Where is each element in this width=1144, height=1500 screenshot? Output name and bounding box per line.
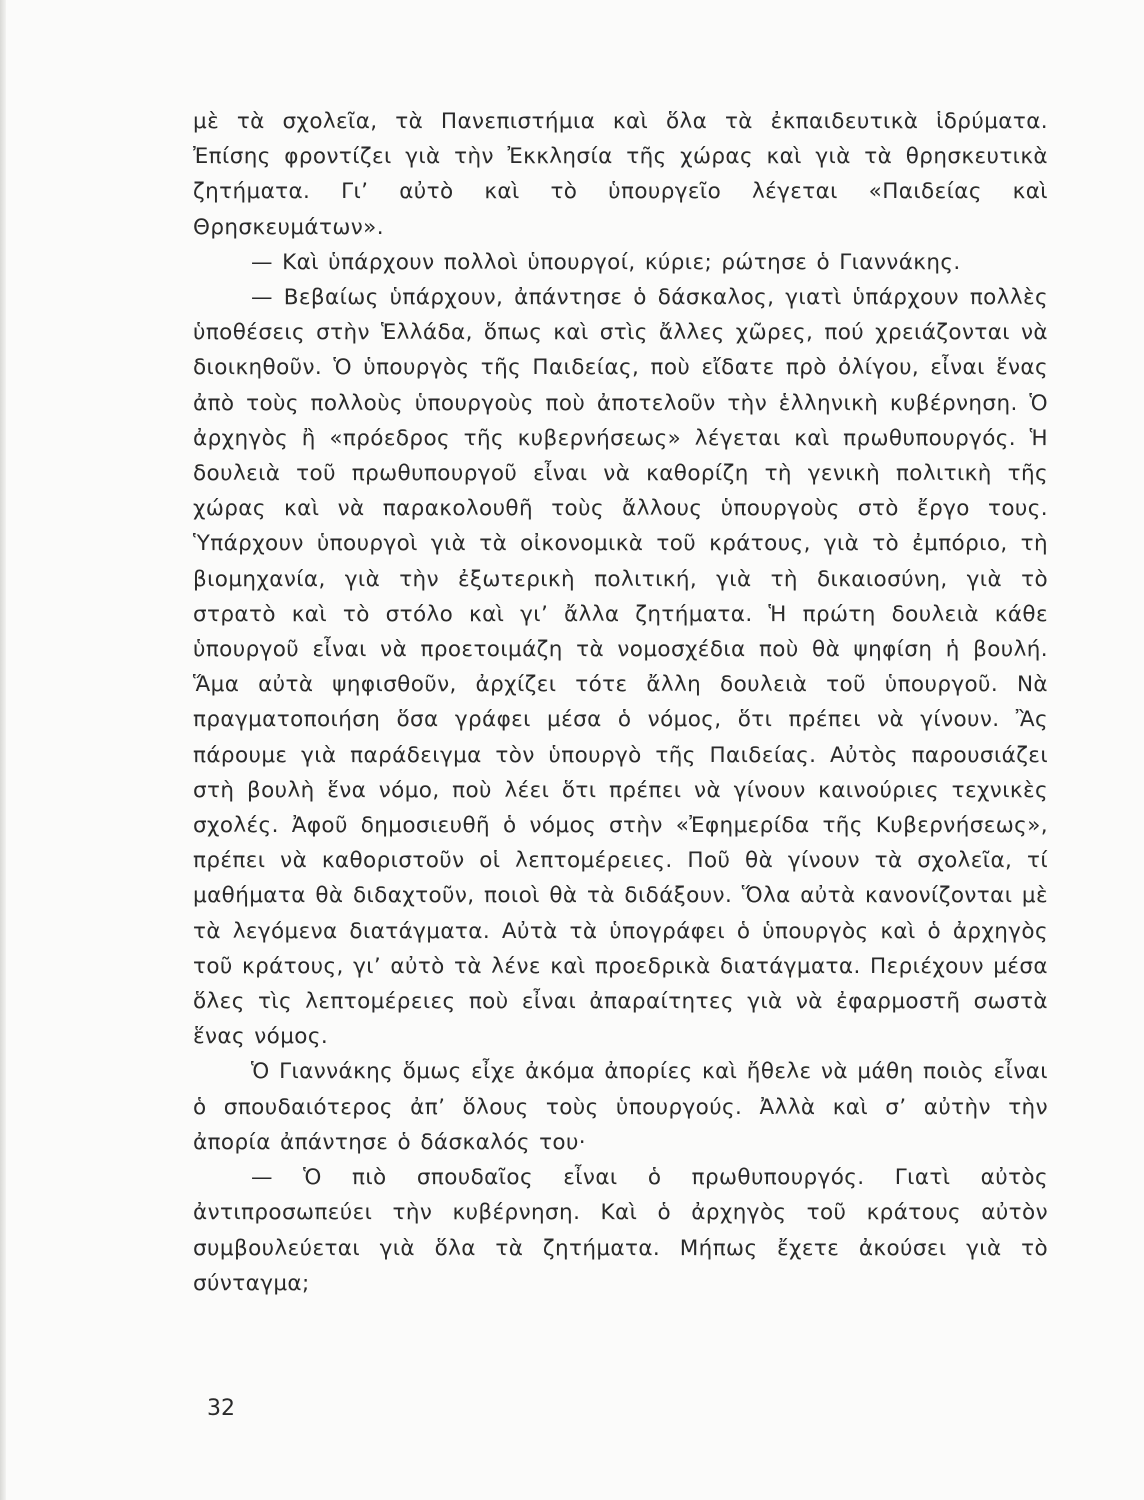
paragraph-2: — Καὶ ὑπάρχουν πολλοὶ ὑπουργοί, κύριε; ρώτησε ὁ Γιαννάκης. <box>251 249 961 275</box>
page-number: 32 <box>207 1396 235 1421</box>
body-text <box>193 104 1048 1301</box>
page-edge <box>0 0 6 1500</box>
paragraph-3: — Βεβαίως ὑπάρχουν, ἀπάντησε ὁ δάσκαλος, γιατὶ ὑπάρχουν πολλὲς ὑποθέσεις στὴν Ἑλλάδα, ὅπως καὶ στὶς ἄλλες χῶρες, πού χρειάζονται νὰ διοικηθοῦν. Ὁ ὑπουργὸς τῆς Παιδείας, ποὺ εἴδατε πρὸ ὀλίγου, εἶναι ἕνας ἀπὸ τοὺς πολλοὺς ὑπουργοὺς ποὺ ἀποτελοῦν τὴν ἑλληνικὴ κυβέρνηση. Ὁ ἀρχηγὸς ἢ «πρόεδρος τῆς κυβερνήσεως» λέγεται καὶ πρωθυπουργός. Ἡ δουλειὰ τοῦ πρωθυπουργοῦ εἶναι νὰ καθορίζη τὴ γενικὴ πολιτικὴ τῆς χώρας καὶ νὰ παρακολουθῆ τοὺς ἄλλους ὑπουργοὺς στὸ ἔργο τους. Ὑπάρχουν ὑπουργοὶ γιὰ τὰ οἰκονομικὰ τοῦ κράτους, γιὰ τὸ ἐμπόριο, τὴ βιομηχανία, γιὰ τὴν ἐξωτερικὴ πολιτική, γιὰ τὴ δικαιοσύνη, γιὰ τὸ στρατὸ καὶ τὸ στόλο καὶ γι’ ἄλλα ζητήματα. Ἡ πρώτη δουλειὰ κάθε ὑπουργοῦ εἶναι νὰ προετοιμάζη τὰ νομοσχέδια ποὺ θὰ ψηφίση ἡ βουλή. Ἅμα αὐτὰ ψηφισθοῦν, ἀρχίζει τότε ἄλλη δουλειὰ τοῦ ὑπουργοῦ. Νὰ πραγματοποιήση ὅσα γράφει μέσα ὁ νόμος, ὅτι πρέπει νὰ γίνουν. Ἂς πάρουμε γιὰ παράδειγμα τὸν ὑπουργὸ τῆς Παιδείας. Αὐτὸς παρουσιάζει στὴ βουλὴ ἕνα νόμο, ποὺ λέει ὅτι πρέπει νὰ γίνουν καινούριες τεχνικὲς σχολές. Ἀφοῦ δημοσιευθῆ ὁ νόμος στὴν «Ἐφημερίδα τῆς Κυβερνήσεως», πρέπει νὰ καθοριστοῦν οἱ λεπτομέρειες. Ποῦ θὰ γίνουν τὰ σχολεῖα, τί μαθήματα θὰ διδαχτοῦν, ποιοὶ θὰ τὰ διδάξουν. Ὅλα αὐτὰ κανονίζονται μὲ τὰ λεγόμενα διατάγματα. Αὐτὰ τὰ ὑπογράφει ὁ ὑπουργὸς καὶ ὁ ἀρχηγὸς τοῦ κράτους, γι’ αὐτὸ τὰ λένε καὶ προεδρικὰ διατάγματα. Περιέχουν μέσα ὅλες τὶς λεπτομέρειες ποὺ εἶναι ἀπαραίτητες γιὰ νὰ ἐφαρμοστῆ σωστὰ ἕνας νόμος. <box>193 285 1048 1050</box>
paragraph-5: — Ὁ πιὸ σπουδαῖος εἶναι ὁ πρωθυπουργός. Γιατὶ αὐτὸς ἀντιπροσωπεύει τὴν κυβέρνηση. Καὶ ὁ ἀρχηγὸς τοῦ κράτους αὐτὸν συμβουλεύεται γιὰ ὅλα τὰ ζητήματα. Μήπως ἔχετε ἀκούσει γιὰ τὸ σύνταγμα; <box>193 1165 1048 1296</box>
paragraph-4: Ὁ Γιαννάκης ὅμως εἶχε ἀκόμα ἀπορίες καὶ ἤθελε νὰ μάθη ποιὸς εἶναι ὁ σπουδαιότερος ἀπ’ ὅλους τοὺς ὑπουργούς. Ἀλλὰ καὶ σ’ αὐτὴν τὴν ἀπορία ἀπάντησε ὁ δάσκαλός του· <box>193 1059 1048 1155</box>
paragraph-1: μὲ τὰ σχολεῖα, τὰ Πανεπιστήμια καὶ ὅλα τὰ ἐκπαιδευτικὰ ἱδρύματα. Ἐπίσης φροντίζει γιὰ τὴν Ἐκκλησία τῆς χώρας καὶ γιὰ τὰ θρησκευτικὰ ζητήματα. Γι’ αὐτὸ καὶ τὸ ὑπουργεῖο λέγεται «Παιδείας καὶ Θρησκευμάτων». <box>193 109 1048 240</box>
